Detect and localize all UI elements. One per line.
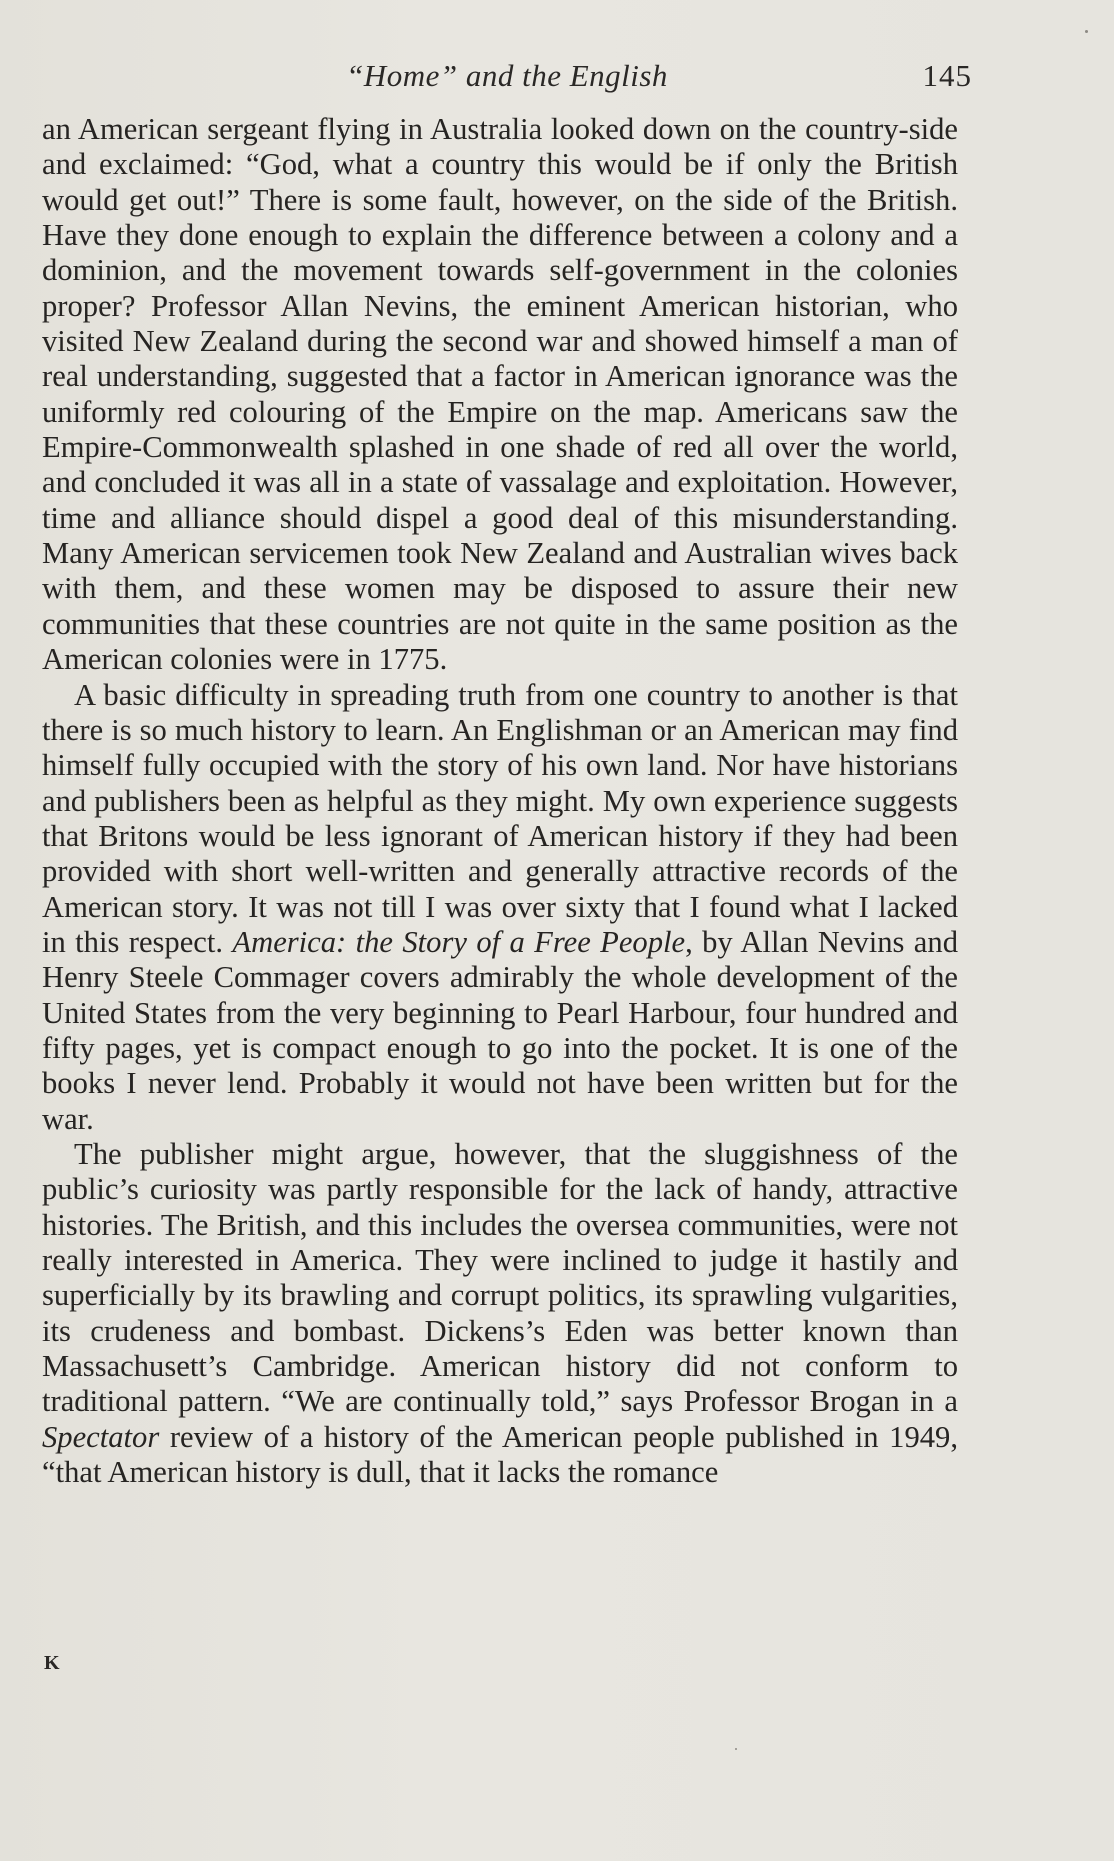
signature-mark: K [44, 1652, 61, 1674]
paragraph-1 [42, 112, 958, 678]
paper-speck [1085, 30, 1088, 33]
paragraph-3-text-after: review of a history of the American people published in 1949, “that American history is dull, that it lacks the romance [42, 1419, 958, 1490]
body-text [42, 112, 958, 1490]
paragraph-2 [42, 678, 958, 1137]
running-head [42, 58, 972, 102]
book-title: America: the Story of a Free People [232, 924, 686, 959]
paragraph-1-text: an American sergeant flying in Australia looked down on the country-side and exclaimed: “God, what a country this would be if only the British would get out!” There is some fault, however, on the side of the British. Have they done enough to explain the difference between a colony and a dominion, and the movement towards self-government in the colonies proper? Professor Allan Nevins, the eminent American historian, who visited New Zealand during the second war and showed himself a man of real understanding, suggested that a factor in American ignorance was the uniformly red colouring of the Empire on the map. Americans saw the Empire-Commonwealth splashed in one shade of red all over the world, and concluded it was all in a state of vassalage and exploitation. However, time and alliance should dispel a good deal of this misunderstanding. Many American servicemen took New Zealand and Australian wives back with them, and these women may be disposed to assure their new communities that these countries are not quite in the same position as the American colonies were in 1775. [42, 112, 958, 677]
page-number: 145 [922, 58, 972, 93]
paragraph-3-text-before: The publisher might argue, however, that the sluggishness of the public’s curiosity was partly responsible for the lack of handy, attractive histories. The British, and this includes the oversea communities, were not really interested in America. They were inclined to judge it hastily and superficially by its brawling and corrupt politics, its sprawling vulgarities, its crudeness and bombast. Dickens’s Eden was better known than Massachusett’s Cambridge. American history did not conform to traditional pattern. “We are continually told,” says Professor Brogan in a [42, 1136, 958, 1419]
paper-speck [735, 1748, 737, 1750]
periodical-title: Spectator [42, 1419, 160, 1454]
paragraph-3 [42, 1137, 958, 1490]
running-title: “Home” and the English [346, 58, 668, 93]
paragraph-2-text-after: , by Allan Nevins and Henry Steele Commager covers admirably the whole development of the United States from the very beginning to Pearl Harbour, four hundred and fifty pages, yet is compact enough to go into the pocket. It is one of the books I never lend. Probably it would not have been written but for the war. [42, 924, 958, 1136]
paragraph-2-text-before: A basic difficulty in spreading truth from one country to another is that there is so much history to learn. An Englishman or an American may find himself fully occupied with the story of his own land. Nor have historians and publishers been as helpful as they might. My own experience suggests that Britons would be less ignorant of American history if they had been provided with short well-written and generally attractive records of the American story. It was not till I was over sixty that I found what I lacked in this respect. [42, 677, 958, 959]
